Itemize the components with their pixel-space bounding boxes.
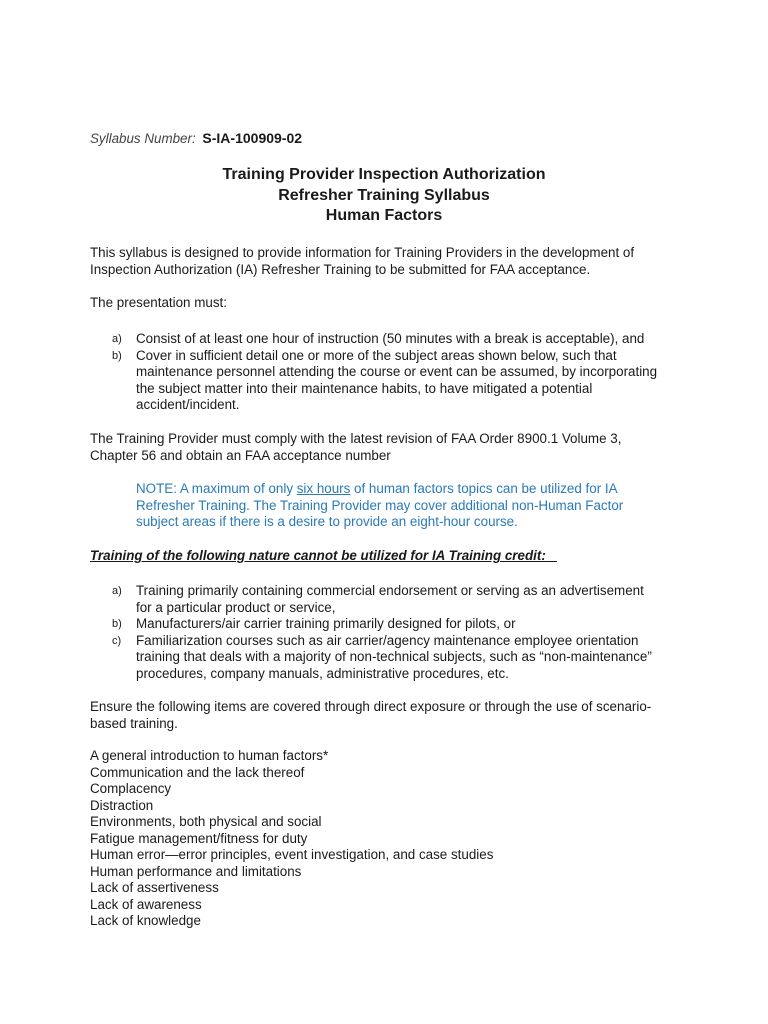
list-marker: b): [112, 618, 122, 630]
comply-line: Chapter 56 and obtain an FAA acceptance number: [90, 447, 391, 463]
list-item-line: Cover in sufficient detail one or more of the subject areas shown below, such that: [136, 347, 617, 363]
topic-item: Lack of awareness: [90, 896, 202, 912]
requirements-list: [90, 331, 680, 414]
title-line: Human Factors: [325, 207, 443, 224]
ensure-line: Ensure the following items are covered through direct exposure or through the use of scenario-: [90, 699, 652, 714]
intro-line: This syllabus is designed to provide information for Training Providers in the development of: [90, 245, 635, 260]
syllabus-number-label: Syllabus Number:: [90, 131, 196, 146]
topic-item: Distraction: [90, 797, 154, 813]
list-item-line: maintenance personnel attending the course or event can be assumed, by incorporating: [136, 364, 658, 379]
six-hours-link[interactable]: six hours: [296, 481, 351, 496]
ensure-line: based training.: [90, 715, 178, 731]
list-item: [90, 633, 680, 683]
not-utilized-heading: Training of the following nature cannot be utilized for IA Training credit:: [90, 548, 557, 563]
note-box: [136, 481, 696, 531]
list-item: [90, 583, 680, 616]
list-item-line: Manufacturers/air carrier training primarily designed for pilots, or: [136, 616, 516, 631]
list-item-line: procedures, company manuals, administrative procedures, etc.: [136, 665, 509, 681]
topic-item: Complacency: [90, 781, 172, 796]
list-marker: b): [112, 349, 122, 362]
topic-item: Human error—error principles, event investigation, and case studies: [90, 847, 494, 862]
note-text: NOTE: A maximum of only: [136, 481, 297, 496]
topic-item: Fatigue management/fitness for duty: [90, 830, 308, 846]
list-item-line: training that deals with a majority of non-technical subjects, such as “non-maintenance”: [136, 649, 652, 664]
title-line: Refresher Training Syllabus: [278, 186, 490, 204]
topic-item: Human performance and limitations: [90, 863, 302, 879]
topic-item: Environments, both physical and social: [90, 814, 322, 829]
note-line: subject areas if there is a desire to provide an eight-hour course.: [136, 514, 518, 529]
list-item-line: the subject matter into their maintenance habits, to have mitigated a potential: [136, 380, 593, 396]
list-marker: c): [112, 634, 122, 647]
topic-item: Lack of knowledge: [90, 913, 201, 928]
comply-paragraph: [90, 431, 680, 464]
syllabus-number-value: S-IA-100909-02: [202, 130, 303, 146]
list-item-line: Training primarily containing commercial endorsement or serving as an advertisement: [136, 583, 644, 598]
list-item: [90, 348, 680, 414]
presentation-must-text: The presentation must:: [90, 295, 227, 310]
topic-item: Communication and the lack thereof: [90, 764, 305, 780]
topics-list: [90, 748, 680, 930]
list-item: [90, 616, 680, 633]
note-text: of human factors topics can be utilized for IA: [350, 481, 618, 496]
list-item-line: Consist of at least one hour of instruction (50 minutes with a break is acceptable), and: [136, 331, 645, 346]
list-item-line: accident/incident.: [136, 397, 240, 412]
syllabus-number-line: [90, 130, 302, 148]
list-marker: a): [112, 585, 122, 597]
topic-item: A general introduction to human factors*: [90, 748, 329, 763]
note-line: Refresher Training. The Training Provider may cover additional non-Human Factor: [136, 497, 624, 513]
topic-item: Lack of assertiveness: [90, 880, 219, 895]
list-marker: a): [112, 333, 122, 345]
list-item: [90, 331, 680, 348]
list-item-line: for a particular product or service,: [136, 599, 336, 615]
not-utilized-list: [90, 583, 680, 682]
ensure-paragraph: [90, 699, 680, 732]
note-line: [136, 481, 696, 498]
list-item-line: Familiarization courses such as air carrier/agency maintenance employee orientation: [136, 632, 639, 648]
title-line: Training Provider Inspection Authorization: [222, 166, 546, 183]
intro-line: Inspection Authorization (IA) Refresher Training to be submitted for FAA acceptance.: [90, 261, 591, 277]
comply-line: The Training Provider must comply with the latest revision of FAA Order 8900.1 Volume 3,: [90, 431, 622, 446]
intro-paragraph: [90, 245, 680, 278]
document-title: [90, 165, 678, 227]
